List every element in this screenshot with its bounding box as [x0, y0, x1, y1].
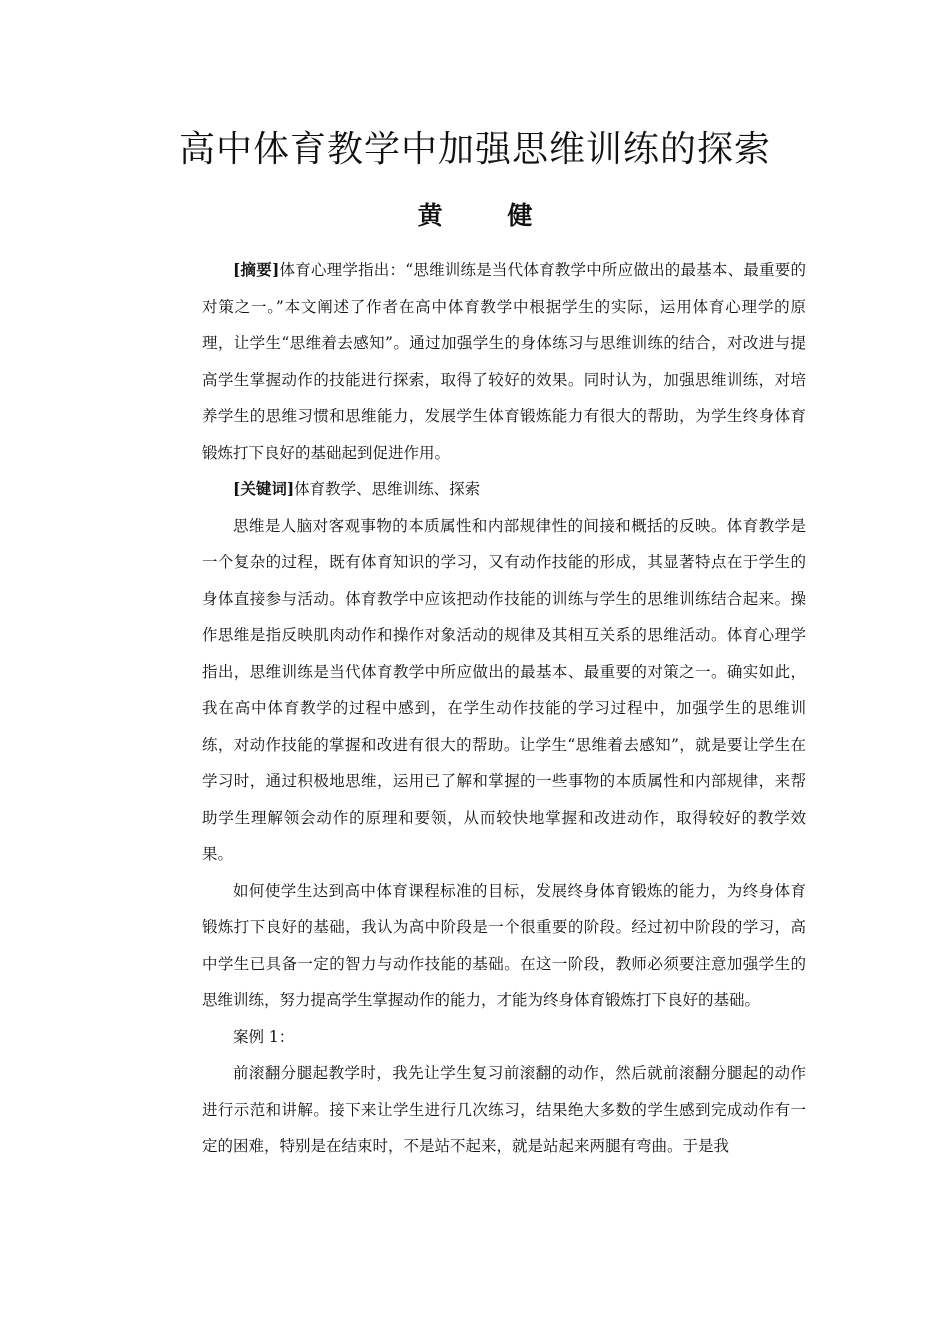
- author-name: 黄 健: [417, 201, 561, 230]
- body-paragraph: 前滚翻分腿起教学时，我先让学生复习前滚翻的动作，然后就前滚翻分腿起的动作进行示范和讲解。接下来让学生进行几次练习，结果绝大多数的学生感到完成动作有一定的困难，特别是在结束时，不是站不起来，就是站起来两腿有弯曲。于是我: [202, 1064, 806, 1155]
- abstract-label: [摘要]: [233, 260, 280, 279]
- keywords-label: [关键词]: [233, 479, 295, 498]
- abstract-paragraph: [202, 252, 806, 471]
- keywords-text: 体育教学、思维训练、探索: [294, 480, 481, 498]
- case-heading: 案例 1：: [233, 1027, 295, 1046]
- page-title: 高中体育教学中加强思维训练的探索: [178, 129, 771, 170]
- body-paragraph: 思维是人脑对客观事物的本质属性和内部规律性的间接和概括的反映。体育教学是一个复杂的过程，既有体育知识的学习，又有动作技能的形成，其显著特点在于学生的身体直接参与活动。体育教学中应该把动作技能的训练与学生的思维训练结合起来。操作思维是指反映肌肉动作和操作对象活动的规律及其相互关系的思维活动。体育心理学指出，思维训练是当代体育教学中所应做出的最基本、最重要的对策之一。确实如此，我在高中体育教学的过程中感到，在学生动作技能的学习过程中，加强学生的思维训练，对动作技能的掌握和改进有很大的帮助。让学生“思维着去感知”，就是要让学生在学习时，通过积极地思维，运用已了解和掌握的一些事物的本质属性和内部规律，来帮助学生理解领会动作的原理和要领，从而较快地掌握和改进动作，取得较好的教学效果。: [202, 516, 806, 863]
- article-body: [202, 252, 806, 1165]
- abstract-text: 体育心理学指出：“思维训练是当代体育教学中所应做出的最基本、最重要的对策之一。”本文阐述了作者在高中体育教学中根据学生的实际，运用体育心理学的原理，让学生“思维着去感知”。通过加强学生的身体练习与思维训练的结合，对改进与提高学生掌握动作的技能进行探索，取得了较好的效果。同时认为，加强思维训练，对培养学生的思维习惯和思维能力，发展学生体育锻炼能力有很大的帮助，为学生终身体育锻炼打下良好的基础起到促进作用。: [202, 261, 806, 462]
- keywords-paragraph: [202, 471, 806, 508]
- body-paragraph: 如何使学生达到高中体育课程标准的目标，发展终身体育锻炼的能力，为终身体育锻炼打下良好的基础，我认为高中阶段是一个很重要的阶段。经过初中阶段的学习，高中学生已具备一定的智力与动作技能的基础。在这一阶段，教师必须要注意加强学生的思维训练，努力提高学生掌握动作的能力，才能为终身体育锻炼打下良好的基础。: [202, 881, 806, 1009]
